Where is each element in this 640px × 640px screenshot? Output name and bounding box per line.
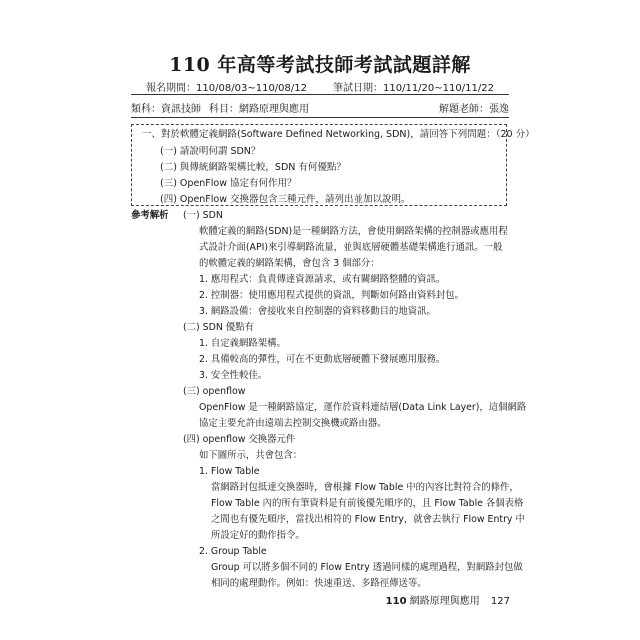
answer-paragraph-line: Flow Table 內的所有筆資料是有前後優先順序的，且 Flow Table 各個表格: [211, 498, 524, 509]
solution-author: 解題老師：張逸: [439, 104, 509, 115]
answer-heading: (一) SDN: [183, 210, 223, 221]
page-title: 110 年高等考試技師考試試題詳解: [169, 54, 471, 76]
question-box: [131, 124, 535, 206]
answer-heading: (四) openflow 交換器元件: [183, 434, 296, 445]
question-part: (二) 與傳統網路架構比較，SDN 有何優點？: [160, 162, 346, 173]
answer-list-item: 2. 控制器：使用應用程式提供的資訊，判斷如何路由資料封包。: [199, 290, 465, 301]
answer-heading: (三) openflow: [183, 386, 246, 397]
question-part: (四) OpenFlow 交換器包含三種元件，請列出並加以說明。: [160, 194, 411, 205]
exam-subject: 科目：網路原理與應用: [209, 104, 309, 115]
answer-paragraph-line: 當網路封包抵達交換器時，會根據 Flow Table 中的內容比對符合的條件，: [211, 482, 519, 493]
exam-dates: [0, 79, 640, 94]
answer-list-item: 3. 安全性較佳。: [199, 370, 268, 381]
answer-paragraph-line: 軟體定義的網路(SDN)是一種網路方法，會使用網路架構的控制器或應用程: [199, 226, 508, 237]
answer-paragraph-line: OpenFlow 是一種網路協定，運作於資料連結層(Data Link Layer)，這個網路: [199, 402, 527, 413]
answer-label: 參考解析: [131, 210, 169, 221]
exam-meta: [131, 100, 509, 114]
page-number: 127: [490, 596, 510, 607]
answer-paragraph-line: Group 可以將多個不同的 Flow Entry 透過同樣的處理過程，對網路封包做: [211, 562, 523, 573]
answer-subheading: 2. Group Table: [199, 546, 267, 557]
answer-paragraph-line: 式設計介面(API)來引導網路流量，並與底層硬體基礎架構進行通訊。一般: [199, 242, 503, 253]
question-part: (一) 請說明何謂 SDN？: [160, 146, 261, 157]
answer-list-item: 1. 自定義網路架構。: [199, 338, 286, 349]
footer-section-number: 110: [385, 596, 407, 607]
page-footer: [386, 592, 510, 607]
answer-paragraph-line: 所設定好的動作指令。: [211, 530, 305, 541]
answer-paragraph-line: 的軟體定義的網路架構，會包含 3 個部分：: [199, 258, 380, 269]
exam-category: 類科：資訊技師: [131, 104, 201, 115]
written-exam-date: 筆試日期：110/11/20~110/11/22: [333, 83, 494, 94]
answer-list-item: 3. 網路設備：會接收來自控制器的資料移動目的地資訊。: [199, 306, 436, 317]
answer-list-item: 2. 具備較高的彈性，可在不更動底層硬體下發展應用服務。: [199, 354, 446, 365]
answer-paragraph-line: 之間也有優先順序，當找出相符的 Flow Entry，就會去執行 Flow Entry 中: [211, 514, 525, 525]
answer-heading: (二) SDN 優點有: [183, 322, 254, 333]
header-divider-bottom: [131, 117, 509, 118]
answer-paragraph-line: 相同的處理動作。例如：快速重送、多路徑傳送等。: [211, 578, 427, 589]
answer-paragraph-line: 協定主要允許由遠端去控制交換機或路由器。: [199, 418, 387, 429]
header-divider-top: [131, 94, 509, 95]
footer-section-title: 網路原理與應用: [409, 596, 480, 607]
registration-period: 報名期間：110/08/03~110/08/12: [146, 83, 307, 94]
answer-subheading: 1. Flow Table: [199, 466, 260, 477]
answer-paragraph-line: 如下圖所示，共會包含：: [199, 450, 303, 461]
question-stem: 一、對於軟體定義網路(Software Defined Networking, SDN)，請回答下列問題：（20 分）: [142, 129, 535, 140]
answer-list-item: 1. 應用程式：負責傳達資源請求，或有關網路整體的資訊。: [199, 274, 446, 285]
question-part: (三) OpenFlow 協定有何作用？: [160, 178, 297, 189]
